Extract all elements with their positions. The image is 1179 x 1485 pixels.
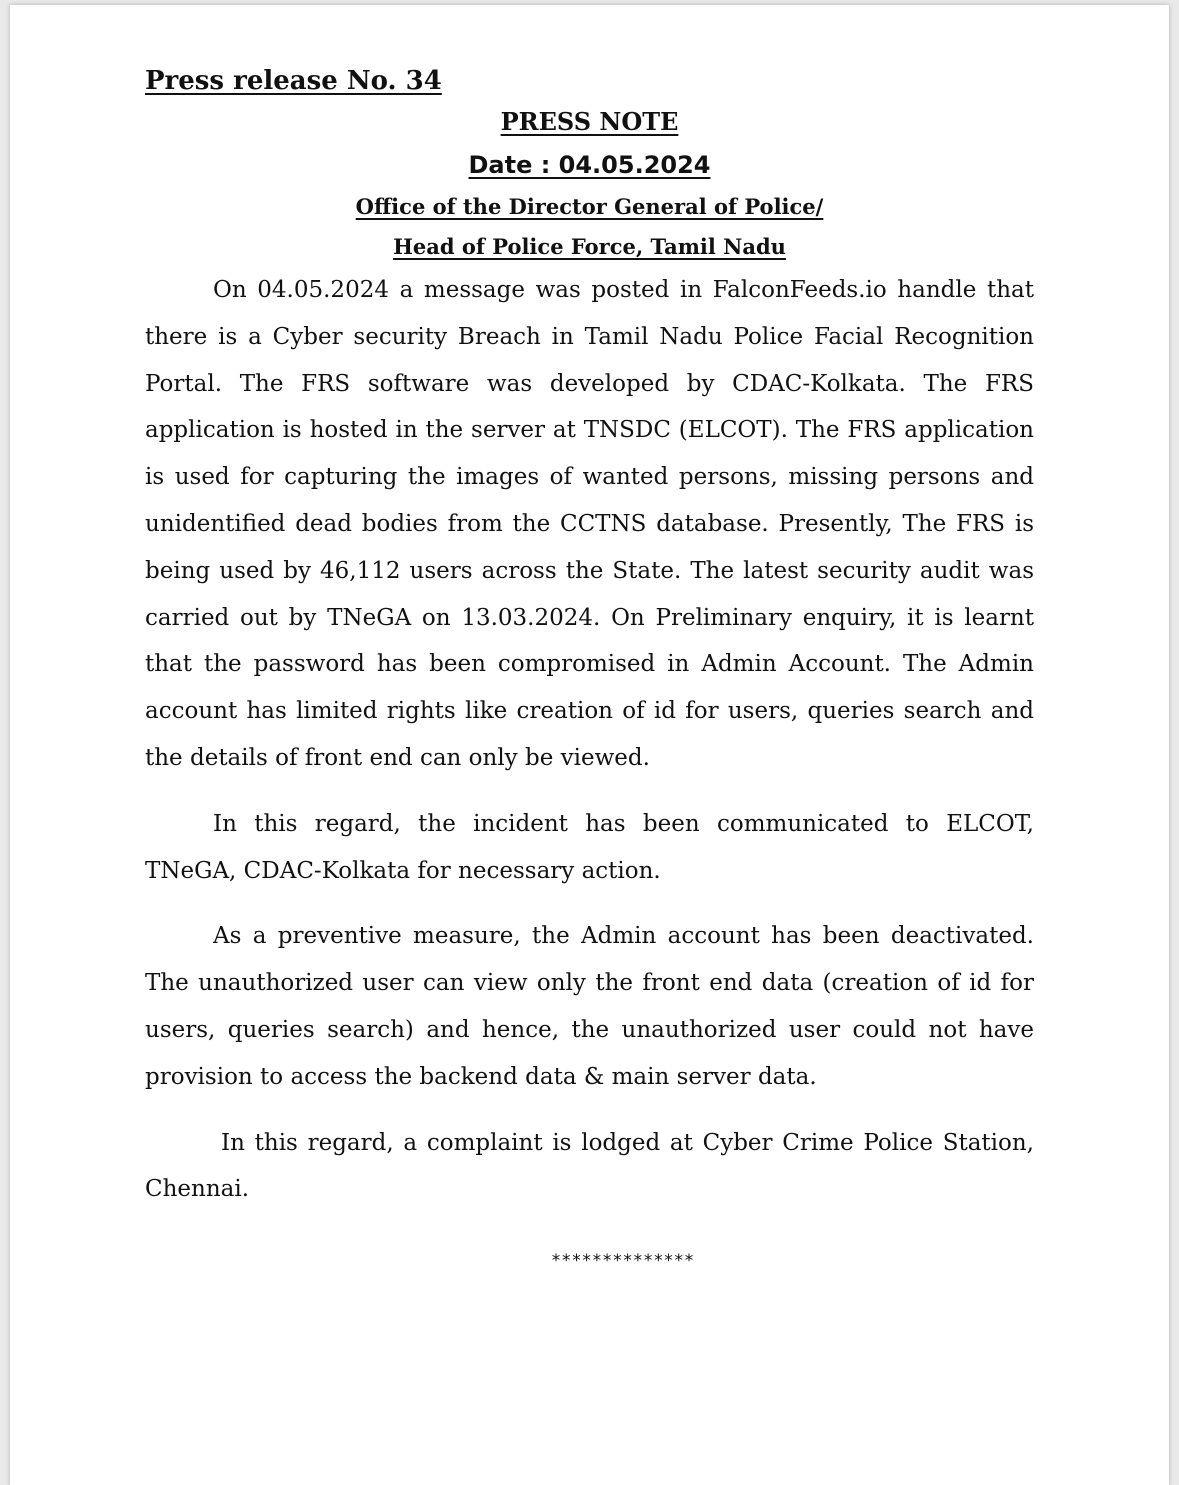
paragraph-4: In this regard, a complaint is lodged at Cyber Crime Police Station, Chennai.: [145, 1129, 1034, 1203]
end-of-document-marker: **************: [550, 1251, 695, 1272]
paragraph-1: On 04.05.2024 a message was posted in FalconFeeds.io handle that there is a Cyber security Breach in Tamil Nadu Police Facial Recognition Portal. The FRS software was developed by CDAC-Kolkata. The FRS application is hosted in the server at TNSDC (ELCOT). The FRS application is used for capturing the images of wanted persons, missing persons and unidentified dead bodies from the CCTNS database. Presently, The FRS is being used by 46,112 users across the State. The latest security audit was carried out by TNeGA on 13.03.2024. On Preliminary enquiry, it is learnt that the password has been compromised in Admin Account. The Admin account has limited rights like creation of id for users, queries search and the details of front end can only be viewed.: [145, 277, 1034, 771]
document-page: [10, 5, 1169, 1485]
paragraph-3: As a preventive measure, the Admin account has been deactivated. The unauthorized user can view only the front end data (creation of id for users, queries search) and hence, the unauthorized user could not have provision to access the backend data & main server data.: [145, 923, 1034, 1090]
press-note-date: Date : 04.05.2024: [468, 151, 711, 179]
press-note-title: PRESS NOTE: [500, 107, 679, 136]
office-line-1: Office of the Director General of Police/: [355, 194, 824, 219]
press-release-number: Press release No. 34: [145, 66, 442, 96]
document-content: [145, 61, 1034, 1271]
office-line-2: Head of Police Force, Tamil Nadu: [393, 234, 786, 259]
paragraph-2: In this regard, the incident has been communicated to ELCOT, TNeGA, CDAC-Kolkata for necessary action.: [145, 810, 1034, 884]
